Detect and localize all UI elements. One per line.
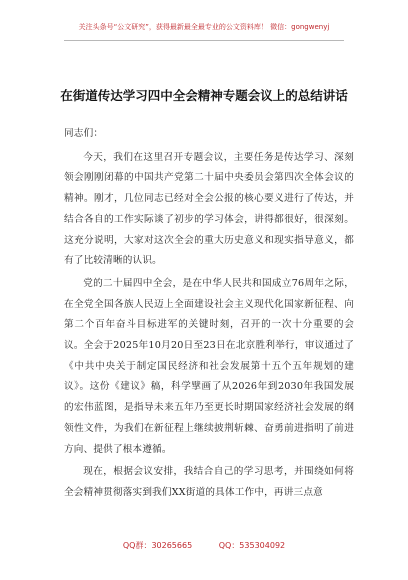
- header-divider: [64, 40, 344, 41]
- paragraph-2: 党的二十届四中全会，是在中华人民共和国成立76周年之际，在全党全国各族人民迈上全面建设社会主义现代化国家新征程、向第二个百年奋斗目标进军的关键时刻，召开的一次十分重要的会议。全会于2025年10月20日至23日在北京胜利举行，审议通过了《中共中央关于制定国民经济和社会发展第十五个五年规划的建议》。这份《建议》稿，科学擘画了从2026年到2030年我国发展的宏伟蓝图，是指导未来五年乃至更长时期国家经济社会发展的纲领性文件，为我们在新征程上继续披荆斩棘、奋勇前进指明了前进方向、提供了根本遵循。: [64, 277, 354, 455]
- footer-qq: QQ：535304092: [218, 541, 286, 550]
- header-banner: 关注头条号“公文研究”，获得最新最全最专业的公文资料库！ 微信：gongwenyj: [78, 23, 330, 31]
- footer-contact: [0, 540, 408, 551]
- paragraph-1: 今天，我们在这里召开专题会议，主要任务是传达学习、深刻领会刚刚闭幕的中国共产党第二十届中央委员会第四次全体会议的精神。刚才，几位同志已经对全会公报的核心要义进行了传达，并结合各自的工作实际谈了初步的学习体会，讲得都很好，很深刻。这充分说明，大家对这次全会的重大历史意义和现实指导意义，都有了比较清晰的认识。: [64, 151, 354, 267]
- salutation: 同志们：: [64, 128, 104, 139]
- document-title: 在街道传达学习四中全会精神专题会议上的总结讲话: [60, 88, 348, 103]
- footer-qq-group: QQ群：30265665: [122, 541, 193, 550]
- document-body: [64, 124, 354, 504]
- paragraph-3: 现在，根据会议安排，我结合自己的学习思考，并围绕如何将全会精神贯彻落实到我们XX街道的具体工作中，再讲三点意: [64, 466, 354, 498]
